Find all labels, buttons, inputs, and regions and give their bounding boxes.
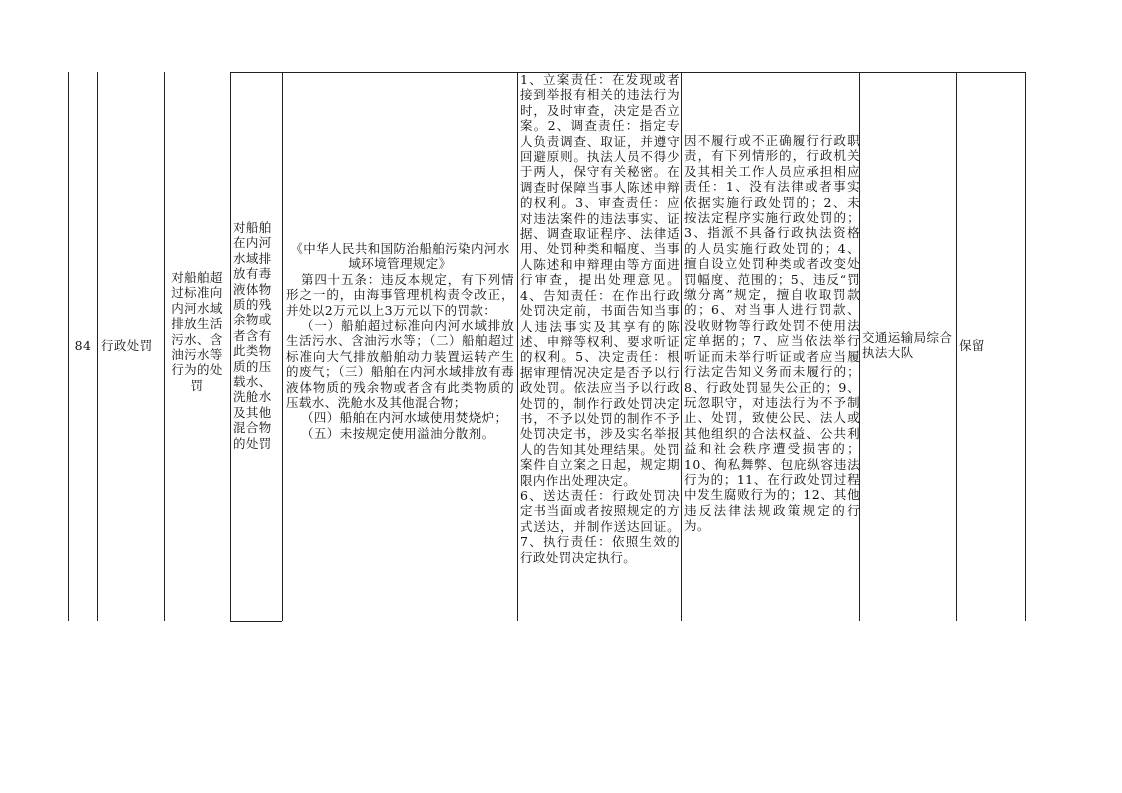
department-cell: 交通运输局综合执法大队 bbox=[862, 330, 953, 361]
responsibility-cell: 1、立案责任：在发现或者接到举报有相关的违法行为时，及时审查，决定是否立案。2、调查责任：指定专人负责调查、取证，并遵守回避原则。执法人员不得少于两人，保守有关秘密。在调查时保障当事人陈述申辩的权利。3、审查责任：应对违法案件的违法事实、证据、调查取证程序、法律适用、处罚种类和幅度、当事人陈述和申辩理由等方面进行审查，提出处理意见。4、告知责任：在作出行政处罚决定前，书面告知当事人违法事实及其享有的陈述、申辩等权利、要求听证的权利。5、决定责任：根据审理情况决定是否予以行政处罚。依法应当予以行政处罚的，制作行政处罚决定书，不予以处罚的制作不予处罚决定书，涉及实名举报人的告知其处理结果。处罚案件自立案之日起，规定期限内作出处理决定。 6、送达责任：行政处罚决定书当面或者按照规定的方式送达，并制作送达回证。7、执行责任：依照生效的行政处罚决定执行。 bbox=[520, 72, 680, 565]
row-number: 84 bbox=[74, 338, 92, 353]
table-border bbox=[97, 72, 98, 621]
legal-basis-article: 第四十五条：违反本规定，有下列情形之一的，由海事管理机构责令改正，并处以2万元以上3万元以下的罚款： bbox=[286, 271, 514, 318]
table-border bbox=[68, 72, 69, 621]
table-border bbox=[230, 72, 231, 621]
legal-basis-clause: （一）船舶超过标准向内河水域排放生活污水、含油污水等；（二）船舶超过标准向大气排放船舶动力装置运转产生的废气；（三）船舶在内河水域排放有毒液体物质的残余物或者含有此类物质的压载水、洗舱水及其他混合物； bbox=[286, 318, 514, 411]
accountability-cell: 因不履行或不正确履行行政职责，有下列情形的，行政机关及其相关工作人员应承担相应责任：1、没有法律或者事实依据实施行政处罚的；2、未按法定程序实施行政处罚的；3、指派不具备行政执法资格的人员实施行政处罚的；4、擅自设立处罚种类或者改变处罚幅度、范围的；5、违反“罚缴分离”规定，擅自收取罚款的；6、对当事人进行罚款、没收财物等行政处罚不使用法定单据的；7、应当依法举行听证而未举行听证或者应当履行法定告知义务而未履行的；8、行政处罚显失公正的；9、玩忽职守，对违法行为不予制止、处罚，致使公民、法人或其他组织的合法权益、公共利益和社会秩序遭受损害的；10、徇私舞弊、包庇纵容违法行为的；11、在行政处罚过程中发生腐败行为的；12、其他违反法律法规政策规定的行为。 bbox=[684, 133, 860, 534]
table-border bbox=[517, 72, 518, 621]
sub-item-cell: 对船舶在内河水域排放有毒液体物质的残余物或者含有此类物质的压载水、洗舱水及其他混合物的处罚 bbox=[233, 220, 272, 451]
legal-basis-clause: （四）船舶在内河水域使用焚烧炉； bbox=[301, 410, 508, 426]
table-border bbox=[282, 72, 283, 621]
table-border bbox=[681, 72, 682, 621]
remark-cell: 保留 bbox=[959, 338, 985, 353]
legal-basis-clause: （五）未按规定使用溢油分散剂。 bbox=[301, 425, 495, 441]
table-border bbox=[164, 72, 165, 621]
legal-basis-title: 《中华人民共和国防治船舶污染内河水域环境管理规定》 bbox=[290, 241, 510, 272]
category-cell: 行政处罚 bbox=[101, 338, 153, 353]
table-border bbox=[230, 621, 282, 622]
table-border bbox=[956, 72, 957, 621]
table-border bbox=[1025, 72, 1026, 621]
item-name-cell: 对船舶超过标准向内河水域排放生活污水、含油污水等行为的处罚 bbox=[171, 270, 223, 393]
legal-basis-cell bbox=[286, 241, 514, 441]
